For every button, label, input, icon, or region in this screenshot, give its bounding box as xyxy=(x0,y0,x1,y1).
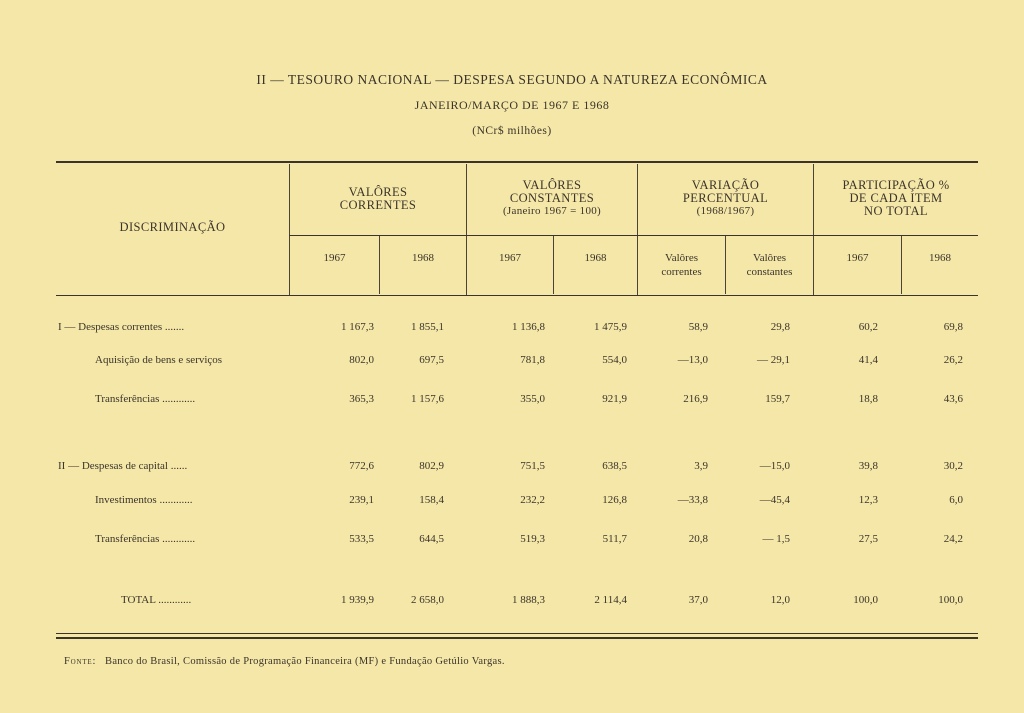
row-label: Transferências ............ xyxy=(95,393,196,405)
table-cell: 41,4 xyxy=(858,354,878,366)
header-line: CORRENTES xyxy=(339,198,417,212)
table-cell: 365,3 xyxy=(349,393,374,405)
row-label: Aquisição de bens e serviços xyxy=(95,354,223,366)
table-cell: 6,0 xyxy=(949,494,963,506)
table-cell: 12,0 xyxy=(770,594,790,606)
table-cell: 1 157,6 xyxy=(411,393,444,405)
table-cell: 30,2 xyxy=(943,460,963,472)
table-title: II — TESOURO NACIONAL — DESPESA SEGUNDO A NATUREZA ECONÔMICA xyxy=(256,72,768,87)
table-cell: 772,6 xyxy=(349,460,374,472)
bottom-rule xyxy=(56,637,978,639)
subheader-1968: 1968 xyxy=(929,252,951,264)
table-unit: (NCr$ milhões) xyxy=(472,125,552,137)
table-cell: 58,9 xyxy=(688,321,708,333)
subheader-1967: 1967 xyxy=(499,252,521,264)
header-participacao xyxy=(814,179,978,218)
table-cell: 519,3 xyxy=(520,533,545,545)
row-label: Investimentos ............ xyxy=(95,494,193,506)
header-line: VALÔRES xyxy=(348,185,408,199)
table-cell: 232,2 xyxy=(520,494,545,506)
subheader-line: Valôres xyxy=(665,252,698,264)
subheader-1967: 1967 xyxy=(846,252,869,264)
table-cell: 802,9 xyxy=(419,460,444,472)
table-cell: 216,9 xyxy=(683,393,708,405)
header-subdivider xyxy=(379,236,380,294)
table-cell: 1 855,1 xyxy=(411,321,444,333)
header-bottom-rule xyxy=(56,295,978,296)
subheader-line: Valôres xyxy=(753,252,786,264)
row-label: TOTAL ............ xyxy=(121,594,192,606)
header-line: VALÔRES xyxy=(522,178,582,192)
source-text: Banco do Brasil, Comissão de Programação Financeira (MF) e Fundação Getúlio Vargas. xyxy=(105,656,505,667)
subheader-1968: 1968 xyxy=(412,252,434,264)
subheader-line: constantes xyxy=(746,266,793,278)
table-cell: 39,8 xyxy=(858,460,878,472)
source-label: Fonte: xyxy=(64,656,97,667)
table-cell: 100,0 xyxy=(938,594,963,606)
subheader-valores-correntes xyxy=(638,251,725,279)
table-cell: 37,0 xyxy=(688,594,708,606)
header-line: CONSTANTES xyxy=(509,191,595,205)
table-cell: —15,0 xyxy=(759,460,790,472)
header-variacao xyxy=(638,179,813,218)
table-cell: 697,5 xyxy=(419,354,444,366)
table-cell: 20,8 xyxy=(688,533,708,545)
header-divider xyxy=(289,164,290,296)
header-line: (Janeiro 1967 = 100) xyxy=(502,205,602,217)
subheader-line: correntes xyxy=(661,266,702,278)
table-cell: 18,8 xyxy=(858,393,878,405)
table-cell: 159,7 xyxy=(765,393,790,405)
header-line: VARIAÇÃO xyxy=(691,178,760,192)
table-cell: 100,0 xyxy=(853,594,878,606)
header-valores-constantes xyxy=(467,179,637,218)
row-label: II — Despesas de capital ...... xyxy=(58,460,188,472)
table-cell: 158,4 xyxy=(419,494,444,506)
table-cell: 60,2 xyxy=(858,321,878,333)
table-cell: 644,5 xyxy=(419,533,444,545)
table-cell: 24,2 xyxy=(943,533,963,545)
table-cell: 921,9 xyxy=(602,393,627,405)
table-cell: 1 475,9 xyxy=(594,321,627,333)
table-cell: —33,8 xyxy=(677,494,708,506)
table-cell: 533,5 xyxy=(349,533,374,545)
header-subdivider xyxy=(553,236,554,294)
table-cell: —45,4 xyxy=(759,494,790,506)
table-period: JANEIRO/MARÇO DE 1967 E 1968 xyxy=(414,98,610,112)
header-line: NO TOTAL xyxy=(864,204,928,218)
table-cell: 781,8 xyxy=(520,354,545,366)
row-label: Transferências ............ xyxy=(95,533,196,545)
table-cell: 511,7 xyxy=(602,533,627,545)
table-cell: 3,9 xyxy=(694,460,708,472)
table-cell: 751,5 xyxy=(520,460,545,472)
subheader-valores-constantes xyxy=(726,251,813,279)
subheader-1968: 1968 xyxy=(584,252,607,264)
table-cell: 1 939,9 xyxy=(341,594,374,606)
table-cell: — 1,5 xyxy=(762,533,790,545)
table-cell: 239,1 xyxy=(349,494,374,506)
table-cell: —13,0 xyxy=(677,354,708,366)
table-cell: 12,3 xyxy=(858,494,878,506)
header-line: PARTICIPAÇÃO % xyxy=(842,178,950,192)
header-line: DE CADA ITEM xyxy=(849,191,943,205)
table-cell: 1 136,8 xyxy=(512,321,545,333)
header-valores-correntes xyxy=(290,186,466,212)
header-inner-rule xyxy=(289,235,978,236)
table-cell: 802,0 xyxy=(349,354,374,366)
header-subdivider xyxy=(901,236,902,294)
top-rule xyxy=(56,161,978,163)
subheader-1967: 1967 xyxy=(323,252,346,264)
bottom-rule xyxy=(56,633,978,634)
header-discriminacao: DISCRIMINAÇÃO xyxy=(119,220,226,234)
header-line: PERCENTUAL xyxy=(682,191,769,205)
table-cell: — 29,1 xyxy=(757,354,790,366)
table-cell: 27,5 xyxy=(858,533,878,545)
table-cell: 43,6 xyxy=(943,393,963,405)
header-line: (1968/1967) xyxy=(696,205,755,217)
table-cell: 554,0 xyxy=(602,354,627,366)
table-cell: 638,5 xyxy=(602,460,627,472)
table-cell: 126,8 xyxy=(602,494,627,506)
table-cell: 26,2 xyxy=(943,354,963,366)
table-cell: 29,8 xyxy=(770,321,790,333)
table-cell: 355,0 xyxy=(520,393,545,405)
table-cell: 1 888,3 xyxy=(512,594,545,606)
source-note xyxy=(64,656,505,667)
table-cell: 1 167,3 xyxy=(341,321,374,333)
table-cell: 69,8 xyxy=(943,321,963,333)
table-cell: 2 114,4 xyxy=(594,594,627,606)
table-cell: 2 658,0 xyxy=(411,594,444,606)
row-label: I — Despesas correntes ....... xyxy=(58,321,185,333)
